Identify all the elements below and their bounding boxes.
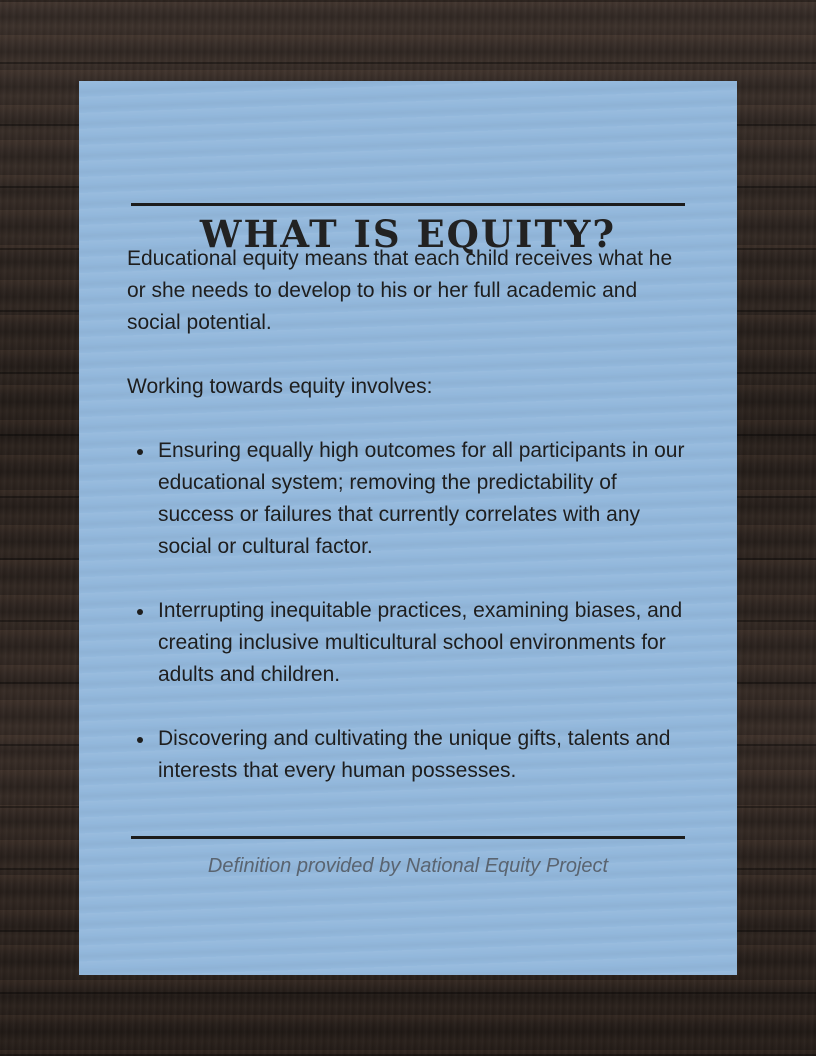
list-item: Interrupting inequitable practices, examining biases, and creating inclusive multicultural school environments for adults and children. [127, 595, 697, 691]
equity-bullet-list [127, 435, 697, 819]
source-credit: Definition provided by National Equity Project [207, 855, 609, 877]
info-card [79, 81, 737, 975]
list-item: Discovering and cultivating the unique gifts, talents and interests that every human possesses. [127, 723, 697, 787]
lead-paragraph: Working towards equity involves: [127, 375, 433, 398]
intro-paragraph: Educational equity means that each child receives what he or she needs to develop to his or her full academic and social potential. [127, 247, 673, 334]
bottom-divider [131, 836, 685, 839]
top-divider [131, 203, 685, 206]
list-item: Ensuring equally high outcomes for all participants in our educational system; removing the predictability of success or failures that currently correlates with any social or cultural factor. [127, 435, 697, 563]
page-title: WHAT IS EQUITY? [199, 212, 617, 256]
